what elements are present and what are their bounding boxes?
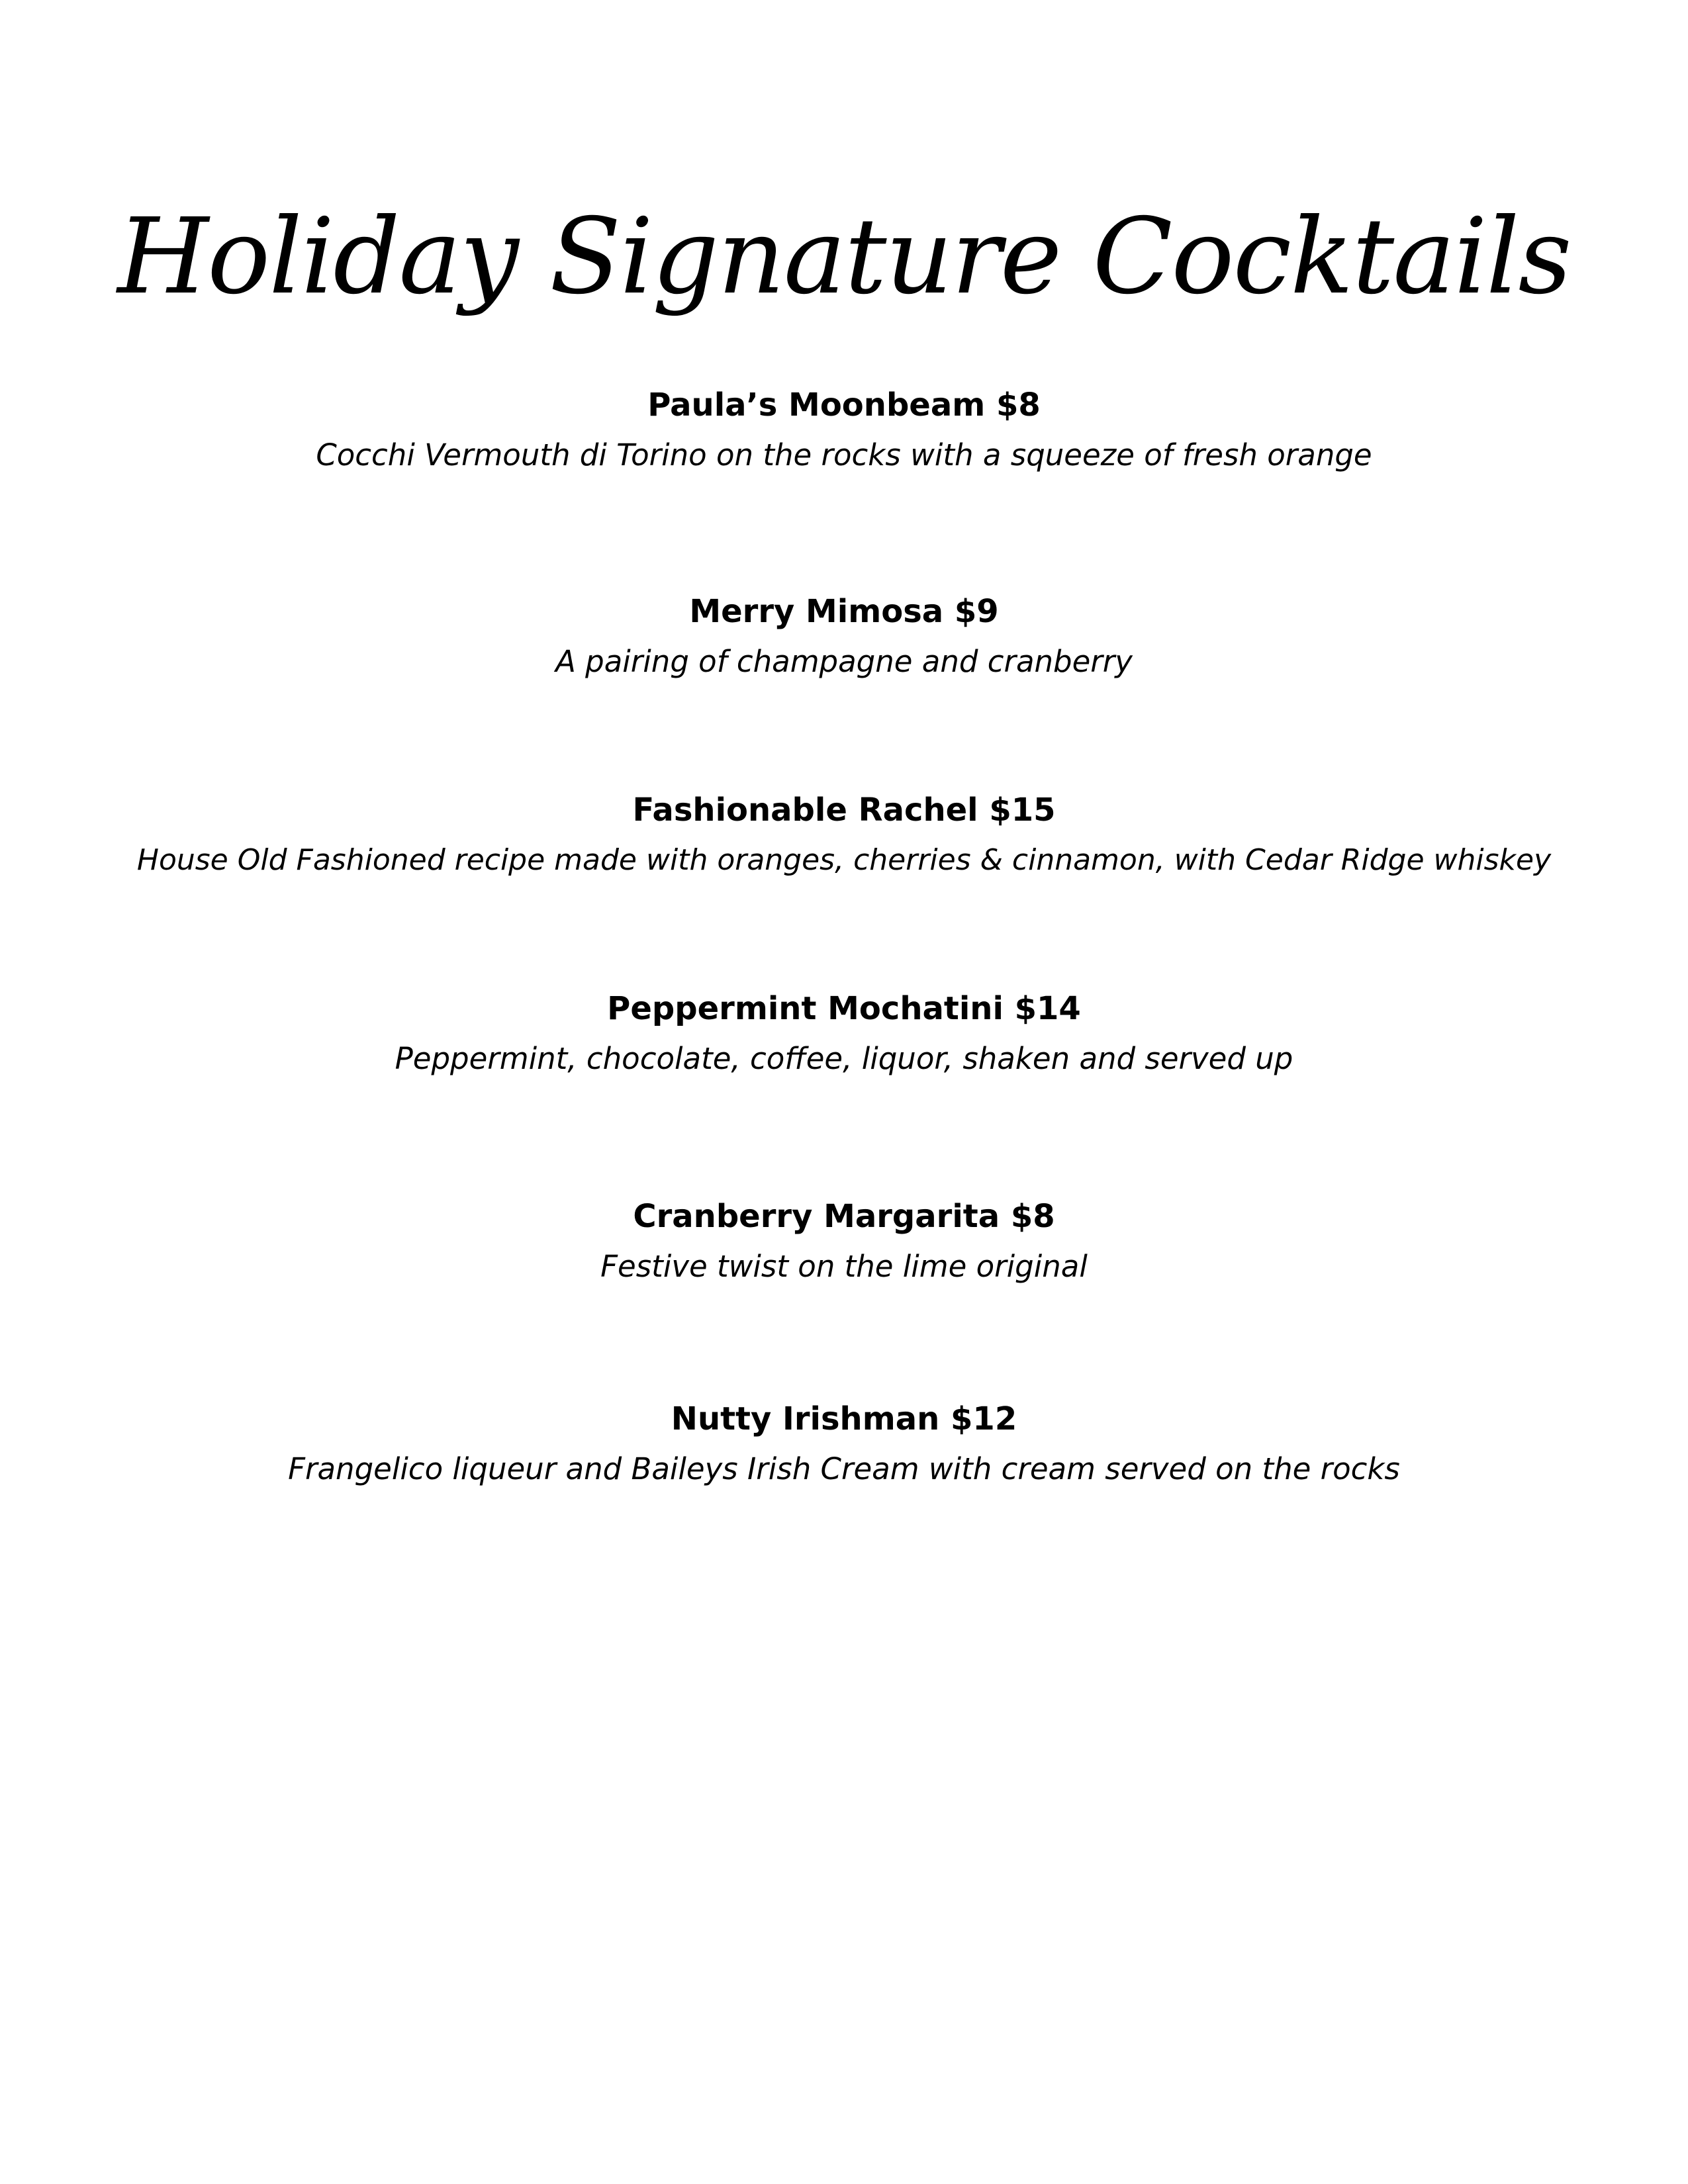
menu-item-description: Festive twist on the lime original xyxy=(600,1249,1088,1284)
menu-item xyxy=(0,1195,1688,1288)
menu-item xyxy=(0,590,1688,683)
menu-item-description: Peppermint, chocolate, coffee, liquor, shaken and served up xyxy=(395,1041,1293,1076)
menu-item-name: Paula’s Moonbeam $8 xyxy=(647,387,1041,424)
menu-item-description: House Old Fashioned recipe made with oranges, cherries & cinnamon, with Cedar Ridge whiskey xyxy=(136,843,1552,877)
menu-item xyxy=(0,1398,1688,1490)
menu-item-name: Nutty Irishman $12 xyxy=(671,1400,1017,1437)
menu-item-name: Peppermint Mochatini $14 xyxy=(607,990,1081,1027)
menu-item-description: Cocchi Vermouth di Torino on the rocks with a squeeze of fresh orange xyxy=(316,437,1372,473)
menu-item-description: A pairing of champagne and cranberry xyxy=(555,644,1133,679)
menu-item xyxy=(0,987,1688,1080)
menu-item-description: Frangelico liqueur and Baileys Irish Cream with cream served on the rocks xyxy=(288,1451,1400,1486)
menu-item-name: Cranberry Margarita $8 xyxy=(633,1198,1055,1235)
menu-item xyxy=(0,384,1688,477)
menu-item-name: Merry Mimosa $9 xyxy=(689,593,999,630)
menu-item-name: Fashionable Rachel $15 xyxy=(632,792,1056,829)
menu-item xyxy=(0,789,1688,882)
menu-title: Holiday Signature Cocktails xyxy=(117,196,1571,318)
